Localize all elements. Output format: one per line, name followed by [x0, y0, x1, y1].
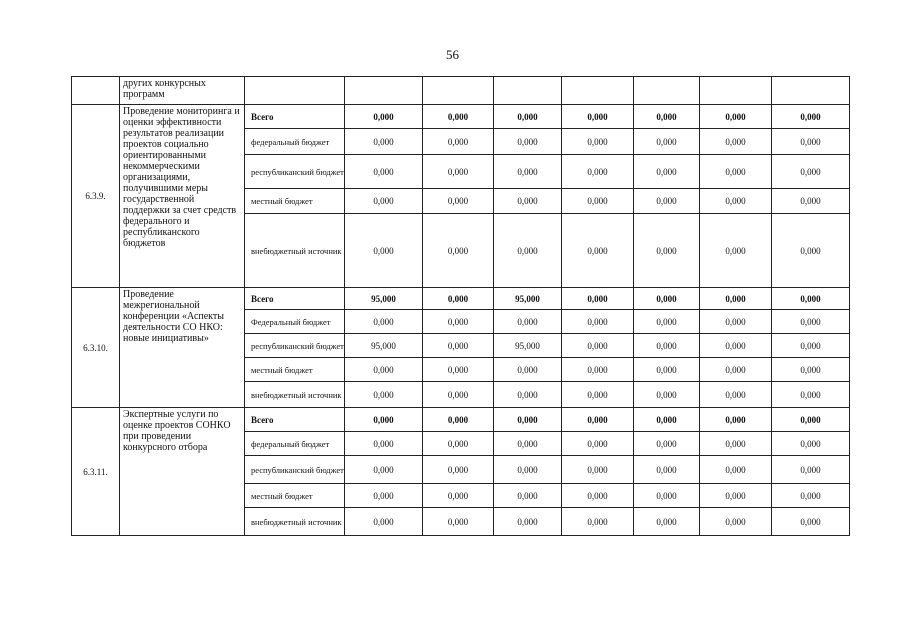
- value-cell: 0,000: [772, 334, 850, 358]
- value-cell: 0,000: [700, 155, 772, 189]
- value-cell: 0,000: [700, 432, 772, 456]
- funding-source-cell: местный бюджет: [245, 189, 345, 214]
- value-cell: 0,000: [423, 484, 494, 508]
- value-cell: 0,000: [494, 129, 562, 155]
- value-cell: 0,000: [634, 382, 700, 408]
- value-cell: 0,000: [772, 310, 850, 334]
- value-cell: 0,000: [700, 484, 772, 508]
- value-cell: 0,000: [423, 358, 494, 382]
- value-cell: 0,000: [700, 382, 772, 408]
- value-cell: 0,000: [423, 288, 494, 310]
- event-name-cell: Проведение мониторинга и оценки эффективности результатов реализации проектов социально ориентированными некоммерческими организациями, получившими меры государственной поддержки за счет средств федерального и республиканского бюджетов: [120, 105, 245, 288]
- value-cell: 0,000: [345, 484, 423, 508]
- value-cell: 0,000: [562, 310, 634, 334]
- value-cell: 0,000: [634, 310, 700, 334]
- value-cell: 0,000: [562, 105, 634, 129]
- value-cell: 0,000: [562, 129, 634, 155]
- value-cell: 0,000: [634, 408, 700, 432]
- value-cell: 0,000: [634, 189, 700, 214]
- budget-table: [71, 76, 850, 536]
- value-cell: 0,000: [562, 432, 634, 456]
- table-row: [72, 288, 850, 310]
- value-cell: 95,000: [345, 288, 423, 310]
- value-cell: 0,000: [562, 484, 634, 508]
- value-cell: 0,000: [423, 382, 494, 408]
- item-number-cell: 6.3.9.: [72, 105, 120, 288]
- value-cell: [345, 77, 423, 105]
- value-cell: 0,000: [772, 358, 850, 382]
- value-cell: 0,000: [345, 358, 423, 382]
- event-name-cell: других конкурсных программ: [120, 77, 245, 105]
- table-row: [72, 105, 850, 129]
- value-cell: 0,000: [494, 432, 562, 456]
- value-cell: 0,000: [494, 382, 562, 408]
- table-row: [72, 408, 850, 432]
- value-cell: 0,000: [423, 189, 494, 214]
- funding-source-cell: местный бюджет: [245, 358, 345, 382]
- value-cell: 0,000: [772, 189, 850, 214]
- value-cell: 0,000: [562, 189, 634, 214]
- value-cell: 0,000: [345, 129, 423, 155]
- funding-source-cell: Федеральный бюджет: [245, 310, 345, 334]
- value-cell: 0,000: [700, 408, 772, 432]
- value-cell: 0,000: [423, 334, 494, 358]
- value-cell: 0,000: [345, 105, 423, 129]
- value-cell: 0,000: [345, 214, 423, 288]
- event-name-cell: Проведение межрегиональной конференции «Аспекты деятельности СО НКО: новые инициативы»: [120, 288, 245, 408]
- value-cell: 0,000: [494, 189, 562, 214]
- value-cell: 0,000: [772, 129, 850, 155]
- value-cell: 0,000: [772, 432, 850, 456]
- value-cell: 0,000: [345, 189, 423, 214]
- value-cell: 0,000: [345, 456, 423, 484]
- value-cell: 0,000: [494, 105, 562, 129]
- value-cell: 0,000: [700, 334, 772, 358]
- value-cell: 0,000: [772, 484, 850, 508]
- value-cell: 0,000: [772, 105, 850, 129]
- value-cell: 0,000: [345, 508, 423, 536]
- value-cell: 0,000: [634, 214, 700, 288]
- value-cell: 0,000: [423, 310, 494, 334]
- value-cell: 0,000: [345, 310, 423, 334]
- funding-source-cell: внебюджетный источник: [245, 382, 345, 408]
- value-cell: [772, 77, 850, 105]
- value-cell: 0,000: [562, 508, 634, 536]
- value-cell: 0,000: [494, 484, 562, 508]
- value-cell: 0,000: [494, 508, 562, 536]
- value-cell: 0,000: [772, 288, 850, 310]
- number-cell: [72, 77, 120, 105]
- funding-source-cell: внебюджетный источник: [245, 214, 345, 288]
- value-cell: 95,000: [494, 288, 562, 310]
- value-cell: 0,000: [772, 408, 850, 432]
- value-cell: 0,000: [423, 129, 494, 155]
- value-cell: 0,000: [634, 358, 700, 382]
- value-cell: 0,000: [562, 358, 634, 382]
- value-cell: [423, 77, 494, 105]
- value-cell: 0,000: [700, 508, 772, 536]
- value-cell: [634, 77, 700, 105]
- value-cell: [562, 77, 634, 105]
- funding-source-cell: республиканский бюджет: [245, 334, 345, 358]
- source-cell: [245, 77, 345, 105]
- value-cell: 0,000: [772, 382, 850, 408]
- value-cell: 0,000: [423, 408, 494, 432]
- value-cell: 0,000: [345, 408, 423, 432]
- funding-source-cell: республиканский бюджет: [245, 456, 345, 484]
- value-cell: 0,000: [494, 408, 562, 432]
- value-cell: 0,000: [700, 456, 772, 484]
- value-cell: 0,000: [562, 408, 634, 432]
- funding-source-cell: Всего: [245, 105, 345, 129]
- value-cell: 0,000: [634, 456, 700, 484]
- funding-source-cell: федеральный бюджет: [245, 432, 345, 456]
- value-cell: 95,000: [494, 334, 562, 358]
- value-cell: 0,000: [562, 382, 634, 408]
- value-cell: 0,000: [423, 105, 494, 129]
- value-cell: 0,000: [634, 508, 700, 536]
- table-row: [72, 77, 850, 105]
- value-cell: 0,000: [345, 432, 423, 456]
- value-cell: 0,000: [562, 214, 634, 288]
- funding-source-cell: внебюджетный источник: [245, 508, 345, 536]
- value-cell: 0,000: [562, 288, 634, 310]
- value-cell: 0,000: [494, 155, 562, 189]
- value-cell: 0,000: [494, 310, 562, 334]
- value-cell: 0,000: [423, 508, 494, 536]
- value-cell: 0,000: [634, 484, 700, 508]
- value-cell: 0,000: [562, 456, 634, 484]
- value-cell: 0,000: [700, 358, 772, 382]
- value-cell: 0,000: [423, 155, 494, 189]
- value-cell: 0,000: [634, 334, 700, 358]
- funding-source-cell: Всего: [245, 288, 345, 310]
- value-cell: 0,000: [772, 508, 850, 536]
- value-cell: 0,000: [772, 155, 850, 189]
- value-cell: 0,000: [423, 432, 494, 456]
- value-cell: 0,000: [700, 129, 772, 155]
- value-cell: 0,000: [494, 214, 562, 288]
- value-cell: 0,000: [494, 358, 562, 382]
- item-number-cell: 6.3.10.: [72, 288, 120, 408]
- value-cell: 0,000: [634, 432, 700, 456]
- value-cell: 0,000: [700, 288, 772, 310]
- value-cell: 0,000: [345, 382, 423, 408]
- value-cell: 0,000: [345, 155, 423, 189]
- funding-source-cell: республиканский бюджет: [245, 155, 345, 189]
- value-cell: 0,000: [772, 214, 850, 288]
- value-cell: 95,000: [345, 334, 423, 358]
- event-name-cell: Экспертные услуги по оценке проектов СОНКО при проведении конкурсного отбора: [120, 408, 245, 536]
- value-cell: 0,000: [562, 334, 634, 358]
- value-cell: 0,000: [423, 214, 494, 288]
- value-cell: 0,000: [700, 214, 772, 288]
- page-number: 56: [446, 47, 459, 62]
- funding-source-cell: федеральный бюджет: [245, 129, 345, 155]
- value-cell: 0,000: [634, 105, 700, 129]
- value-cell: [700, 77, 772, 105]
- value-cell: 0,000: [494, 456, 562, 484]
- value-cell: 0,000: [634, 288, 700, 310]
- value-cell: 0,000: [562, 155, 634, 189]
- value-cell: 0,000: [700, 310, 772, 334]
- value-cell: 0,000: [700, 189, 772, 214]
- value-cell: 0,000: [700, 105, 772, 129]
- value-cell: 0,000: [634, 129, 700, 155]
- value-cell: 0,000: [423, 456, 494, 484]
- value-cell: 0,000: [634, 155, 700, 189]
- value-cell: [494, 77, 562, 105]
- funding-source-cell: Всего: [245, 408, 345, 432]
- value-cell: 0,000: [772, 456, 850, 484]
- item-number-cell: 6.3.11.: [72, 408, 120, 536]
- funding-source-cell: местный бюджет: [245, 484, 345, 508]
